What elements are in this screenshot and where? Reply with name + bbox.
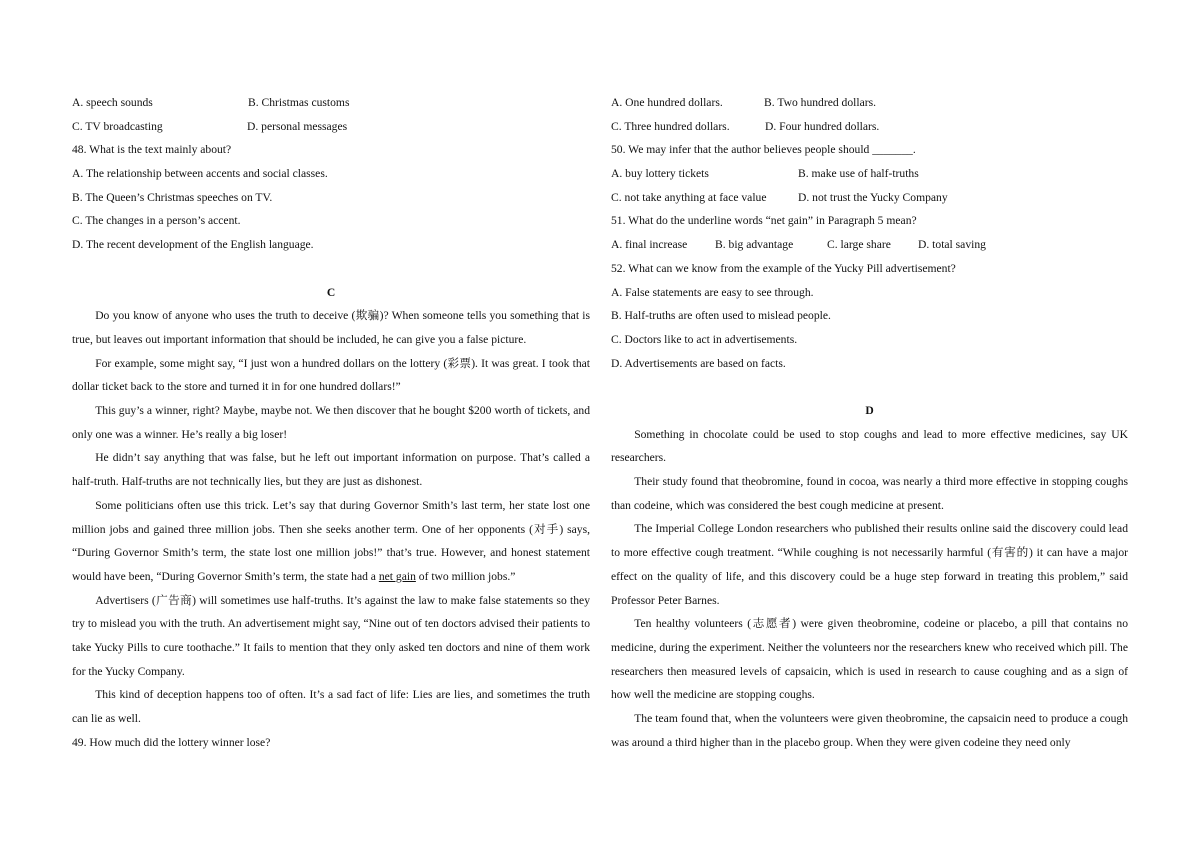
net-gain-underlined: net gain — [378, 569, 416, 583]
q51-option-d: D. total saving — [918, 238, 986, 252]
q47-options-row-2 — [72, 115, 590, 139]
q48-option-b: B. The Queen’s Christmas speeches on TV. — [72, 190, 273, 204]
q49-option-a: A. One hundred dollars. — [611, 96, 723, 109]
section-c-paragraph-politicians — [72, 494, 590, 589]
q50-option-b: B. make use of half-truths — [798, 167, 919, 181]
section-d-paragraph: The Imperial College London researchers who published their results online said the discovery could lead to more effective cough treatment. “While coughing is not necessarily harmful (有害的) it can have a major effect on the quality of life, and this discovery could be a huge step forward in treating this problem,” said Professor Peter Barnes. — [611, 522, 1128, 607]
q48-option-d: D. The recent development of the English language. — [72, 238, 314, 252]
q47-option-b: B. Christmas customs — [248, 96, 350, 109]
q50-option-c: C. not take anything at face value — [611, 190, 767, 204]
section-c-paragraph: This kind of deception happens too of often. It’s a sad fact of life: Lies are lies, and sometimes the truth can lie as well. — [72, 688, 590, 726]
section-d-paragraph: The team found that, when the volunteers were given theobromine, the capsaicin need to produce a cough was around a third higher than in the placebo group. When they were given codeine they need only — [611, 712, 1128, 749]
q50-question: 50. We may infer that the author believes people should _______. — [611, 143, 916, 157]
q47-option-a: A. speech sounds — [72, 96, 153, 109]
section-c-title: C — [326, 285, 336, 299]
q51-option-b: B. big advantage — [715, 238, 794, 252]
paragraph-text: Some politicians often use this trick. Let’s say that during Governor Smith’s last term, her state lost one million jobs and gained three million jobs. Then she seeks another term. One of her opponents (对手) says, “During Governor Smith’s term, the state lost one million jobs!” that’s true. However, and honest statement would have been, “During Governor Smith’s term, the state had a — [72, 498, 590, 583]
q52-option-c: C. Doctors like to act in advertisements. — [611, 332, 798, 346]
q47-option-c: C. TV broadcasting — [72, 119, 163, 133]
q48-option-a: A. The relationship between accents and social classes. — [72, 167, 328, 181]
q51-question: 51. What do the underline words “net gain” in Paragraph 5 mean? — [611, 214, 917, 228]
q50-option-d: D. not trust the Yucky Company — [798, 190, 948, 204]
section-d-paragraph: Ten healthy volunteers (志愿者) were given theobromine, codeine or placebo, a pill that contains no medicine, during the experiment. Neither the volunteers nor the researchers knew who received which pill. The researchers then measured levels of capsaicin, which is used in research to cause coughing and as a sign of how well the medicine are stopping coughs. — [611, 617, 1128, 702]
section-c-paragraph: For example, some might say, “I just won a hundred dollars on the lottery (彩票). It was great. I took that dollar ticket back to the store and turned it in for one hundred dollars!” — [72, 356, 590, 394]
q50-option-a: A. buy lottery tickets — [611, 167, 709, 181]
q52-question: 52. What can we know from the example of the Yucky Pill advertisement? — [611, 261, 956, 275]
section-c-paragraph: He didn’t say anything that was false, but he left out important information on purpose. That’s called a half-truth. Half-truths are not technically lies, but they are just as dishonest. — [72, 451, 590, 489]
q49-option-b: B. Two hundred dollars. — [764, 96, 877, 109]
q50-options-row-1 — [611, 162, 1128, 186]
q47-options-row-1 — [72, 91, 590, 115]
q49-option-d: D. Four hundred dollars. — [765, 119, 880, 133]
q51-option-a: A. final increase — [611, 238, 688, 252]
q48-question: 48. What is the text mainly about? — [72, 143, 232, 157]
q50-options-row-2 — [611, 186, 1128, 210]
q49-options-row-1 — [611, 91, 1128, 115]
q51-options-row — [611, 233, 1128, 257]
q49-options-row-2 — [611, 115, 1128, 139]
q52-option-b: B. Half-truths are often used to mislead people. — [611, 309, 831, 323]
q52-option-d: D. Advertisements are based on facts. — [611, 356, 786, 370]
right-column — [611, 91, 1128, 754]
q52-option-a: A. False statements are easy to see through. — [611, 285, 814, 299]
q49-option-c: C. Three hundred dollars. — [611, 119, 730, 133]
q49-question: 49. How much did the lottery winner lose? — [72, 735, 271, 749]
q47-option-d: D. personal messages — [247, 119, 348, 133]
q51-option-c: C. large share — [827, 238, 891, 252]
section-d-paragraph: Something in chocolate could be used to stop coughs and lead to more effective medicines, say UK researchers. — [611, 427, 1128, 465]
q48-option-c: C. The changes in a person’s accent. — [72, 214, 241, 228]
section-c-paragraph: Do you know of anyone who uses the truth to deceive (欺骗)? When someone tells you something that is true, but leaves out important information that should be included, he can give you a false picture. — [72, 309, 590, 346]
section-c-paragraph: Advertisers (广告商) will sometimes use half-truths. It’s against the law to make false statements so they try to mislead you with the truth. An advertisement might say, “Nine out of ten doctors advised their patients to take Yucky Pills to cure toothache.” It fails to mention that they only asked ten doctors and nine of them work for the Yucky Company. — [72, 593, 590, 678]
paragraph-text: of two million jobs.” — [415, 569, 516, 583]
section-d-title: D — [865, 403, 874, 417]
left-column — [72, 91, 590, 755]
section-d-paragraph: Their study found that theobromine, found in cocoa, was nearly a third more effective in stopping coughs than codeine, which was considered the best cough medicine at present. — [611, 475, 1128, 512]
section-c-paragraph: This guy’s a winner, right? Maybe, maybe not. We then discover that he bought $200 worth of tickets, and only one was a winner. He’s really a big loser! — [72, 404, 590, 441]
